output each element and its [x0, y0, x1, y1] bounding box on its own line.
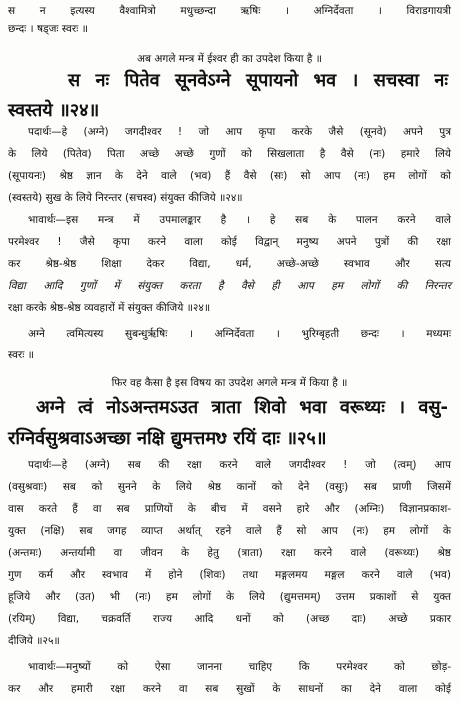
mantra-25-line-2: रग्निर्वसुश्रवाऽअच्छा नक्षि द्युमत्तमᳪ रयिं दाः ॥२५॥	[8, 428, 327, 449]
mantra-24-intro: अब अगले मन्त्र में ईश्वर ही का उपदेश किया है ॥	[137, 53, 322, 65]
padartha-25-line-3: वास करते हैं वा सब प्राणियों के बीच में वसने हारे और (अग्निः) विज्ञानप्रकाश-	[8, 503, 451, 515]
mantra-25-meta-line-2: स्वरः ॥	[8, 349, 34, 361]
bhavartha-24-line-3: कर श्रेष्ठ-श्रेष्ठ शिक्षा देकर विद्या, धर्म, अच्छे-अच्छे स्वभाव और सत्य	[8, 258, 451, 270]
padartha-24-line-2: के लिये (पितेव) पिता अच्छे अच्छे गुणों को सिखलाता है वैसे (नः) हमारे लिये	[8, 148, 451, 160]
padartha-24-line-3: (सूपायनः) श्रेष्ठ ज्ञान के देने वाले (भव) हैं वैसे (सः) सो आप (नः) हम लोगों को	[8, 170, 451, 182]
padartha-25-line-8: (रयिम्) विद्या, चक्रवर्ति राज्य आदि धनों को (अच्छ दाः) अच्छे प्रकार	[8, 613, 451, 625]
padartha-25-line-6: गुण कर्म और स्वभाव में होने (शिवः) तथा मङ्गलमय मङ्गल करने वाले (भव)	[8, 569, 451, 581]
mantra-24-meta-line-1: स न इत्यस्य वैश्वामित्रो मधुच्छन्दा ऋषिः । अग्निर्देवता । विराडगायत्री	[8, 5, 451, 17]
padartha-25-line-7: हूजिये और (उत) भी (नः) हम लोगों के लिये (द्युमत्तमम्) उत्तम प्रकाशों से युक्त	[8, 591, 451, 603]
padartha-24-line-1: पदार्थः—हे (अग्ने) जगदीश्वर ! जो आप कृपा करके जैसे (सूनवे) अपने पुत्र	[28, 126, 451, 138]
bhavartha-24-line-4: विद्या आदि गुणों में संयुक्त करता है वैसे ही आप हम लोगों की निरन्तर	[8, 280, 451, 292]
padartha-25-line-5: (अन्तमः) अन्तर्यामी वा जीवन के हेतु (त्राता) रक्षा करने वाले (वरूथ्यः) श्रेष्ठ	[8, 547, 451, 559]
bhavartha-25-line-1: भावार्थः—मनुष्यों को ऐसा जानना चाहिए कि परमेश्वर को छोड़-	[28, 661, 451, 673]
bhavartha-24-line-5: रक्षा करके श्रेष्ठ-श्रेष्ठ व्यवहारों में संयुक्त कीजिये ॥२४॥	[8, 302, 211, 314]
mantra-24-meta-line-2: छन्दः । षड्जः स्वरः ॥	[8, 23, 88, 35]
mantra-25-line-1: अग्ने त्वं नोऽअन्तमऽउत त्राता शिवो भवा वरूथ्यः । वसु-	[36, 397, 448, 418]
bhavartha-25-line-2: कर और हमारी रक्षा करने वा सब सुखों के साधनों का देने वाला कोई	[8, 683, 451, 695]
padartha-25-line-2: (वसुश्रवाः) सब को सुनने के लिये श्रेष्ठ कानों को देने (वसुः) सब प्राणी जिसमें	[8, 481, 451, 493]
padartha-25-line-9: दीजिये ॥२५॥	[8, 635, 60, 647]
padartha-25-line-1: पदार्थः—हे (अग्ने) सब की रक्षा करने वाले जगदीश्वर ! जो (त्वम्) आप	[28, 459, 451, 471]
bhavartha-24-line-1: भावार्थः—इस मन्त्र में उपमालङ्कार है । हे सब के पालन करने वाले	[28, 214, 451, 226]
mantra-24-line-1: स नः पितेव सूनवेऽग्ने सूपायनो भव । सचस्वा नः	[68, 70, 448, 91]
mantra-24-line-2: स्वस्तये ॥२४॥	[8, 100, 100, 121]
padartha-24-line-4: (स्वस्तये) सुख के लिये निरन्तर (सचस्व) संयुक्त कीजिये ॥२४॥	[8, 192, 243, 204]
mantra-25-intro: फिर वह कैसा है इस विषय का उपदेश अगले मन्त्र में किया है ॥	[111, 377, 348, 389]
mantra-25-meta-line-1: अग्ने त्वमित्यस्य सुबन्धुर्ऋषिः । अग्निर्देवता । भुरिग्बृहती छन्दः । मध्यमः	[28, 328, 451, 340]
bhavartha-24-line-2: परमेश्वर ! जैसे कृपा करने वाला कोई विद्वान् मनुष्य अपने पुत्रों की रक्षा	[8, 236, 451, 248]
padartha-25-line-4: युक्त (नक्षि) सब जगह व्याप्त अर्थात् रहने वाले हैं सो आप (नः) हम लोगों के	[8, 525, 451, 537]
